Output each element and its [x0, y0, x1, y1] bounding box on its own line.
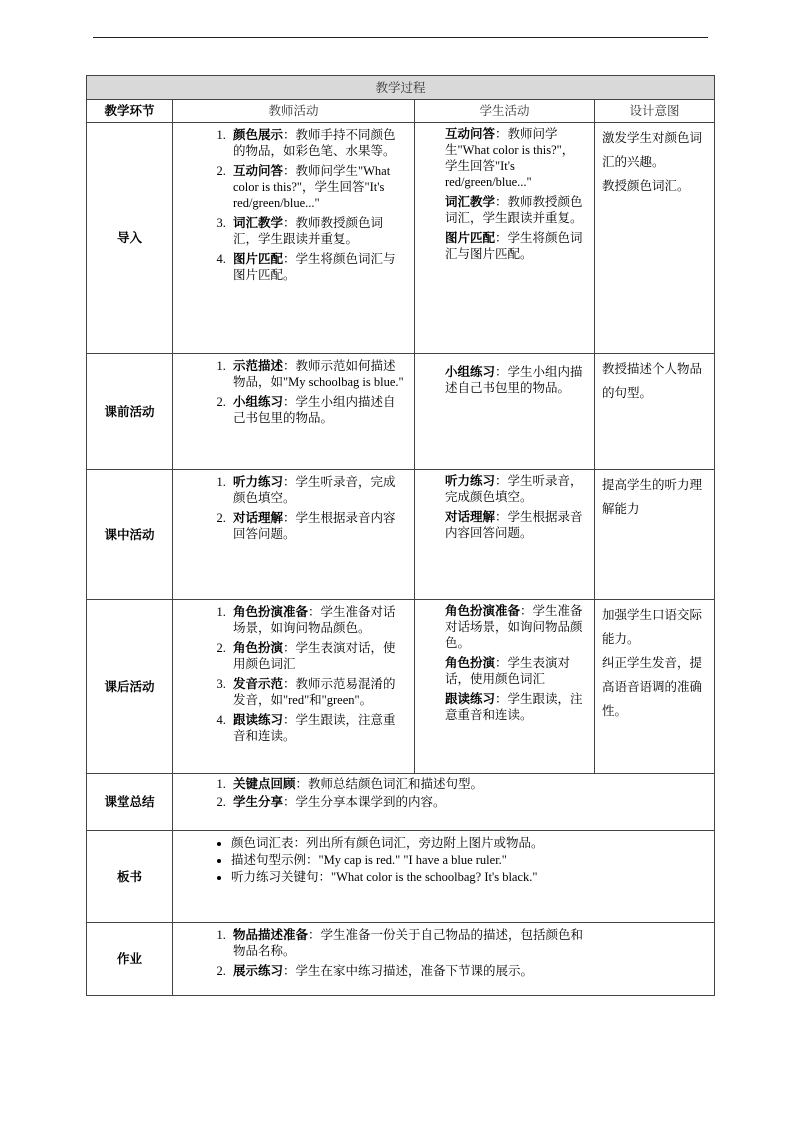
list-item: 2. 展示练习：学生在家中练习描述，准备下节课的展示。 — [229, 963, 594, 979]
list-item: 1. 角色扮演准备：学生准备对话场景，如询问物品颜色。 — [229, 604, 408, 636]
intent-cell: 加强学生口语交际能力。 纠正学生发音，提高语音语调的准确性。 — [595, 600, 715, 774]
list-item: 2. 角色扮演：学生表演对话，使用颜色词汇 — [229, 640, 408, 672]
stage-label: 课后活动 — [87, 600, 173, 774]
intent-cell: 提高学生的听力理解能力 — [595, 470, 715, 600]
list-item: 对话理解：学生根据录音内容回答问题。 — [445, 509, 583, 540]
stage-label: 课堂总结 — [87, 774, 173, 831]
student-activity-cell — [415, 354, 595, 470]
table-row — [87, 831, 715, 923]
list-item: 2. 小组练习：学生小组内描述自己书包里的物品。 — [229, 394, 408, 426]
stage-label: 导入 — [87, 123, 173, 354]
homework-cell — [173, 923, 715, 996]
teacher-activity-cell — [173, 470, 415, 600]
table-row — [87, 600, 715, 774]
list-item: 1. 听力练习：学生听录音，完成颜色填空。 — [229, 474, 408, 506]
stage-label: 课中活动 — [87, 470, 173, 600]
list-item: 4. 图片匹配：学生将颜色词汇与图片匹配。 — [229, 251, 408, 283]
list-item: 词汇教学：教师教授颜色词汇，学生跟读并重复。 — [445, 194, 583, 225]
student-activity-cell — [415, 600, 595, 774]
list-item: 互动问答：教师问学生"What color is this?"，学生回答"It's red/green/blue..." — [445, 126, 575, 189]
list-item: 跟读练习：学生跟读，注意重音和连读。 — [445, 691, 583, 722]
teacher-activity-cell — [173, 354, 415, 470]
table-row — [87, 123, 715, 354]
table-row — [87, 354, 715, 470]
table-row — [87, 774, 715, 831]
stage-label: 作业 — [87, 923, 173, 996]
stage-label: 课前活动 — [87, 354, 173, 470]
header-teacher: 教师活动 — [173, 100, 415, 123]
student-activity-cell — [415, 470, 595, 600]
student-activity-cell — [415, 123, 595, 354]
list-item: 1. 颜色展示：教师手持不同颜色的物品，如彩色笔、水果等。 — [229, 127, 408, 159]
list-item: 1. 关键点回顾：教师总结颜色词汇和描述句型。 — [229, 776, 708, 792]
list-item: 角色扮演准备：学生准备对话场景，如询问物品颜色。 — [445, 603, 583, 650]
header-stage: 教学环节 — [87, 100, 173, 123]
list-item: 听力练习：学生听录音，完成颜色填空。 — [445, 473, 583, 504]
list-item: 2. 学生分享：学生分享本课学到的内容。 — [229, 794, 708, 810]
list-item: 4. 跟读练习：学生跟读，注意重音和连读。 — [229, 712, 408, 744]
list-item: 3. 词汇教学：教师教授颜色词汇，学生跟读并重复。 — [229, 215, 408, 247]
intent-cell: 激发学生对颜色词汇的兴趣。 教授颜色词汇。 — [595, 123, 715, 354]
intent-cell: 教授描述个人物品的句型。 — [595, 354, 715, 470]
list-item: 2. 对话理解：学生根据录音内容回答问题。 — [229, 510, 408, 542]
list-item: • 描述句型示例："My cap is red." "I have a blue ruler." — [231, 852, 708, 868]
header-intent: 设计意图 — [595, 100, 715, 123]
teacher-activity-cell — [173, 123, 415, 354]
summary-cell — [173, 774, 715, 831]
header-student: 学生活动 — [415, 100, 595, 123]
stage-label: 板书 — [87, 831, 173, 923]
table-title: 教学过程 — [87, 76, 715, 100]
list-item: 小组练习：学生小组内描述自己书包里的物品。 — [445, 364, 583, 395]
header-rule — [93, 37, 708, 38]
lesson-process-table — [86, 75, 715, 996]
list-item: 图片匹配：学生将颜色词汇与图片匹配。 — [445, 230, 583, 261]
list-item: 角色扮演：学生表演对话，使用颜色词汇 — [445, 655, 571, 686]
table-row — [87, 923, 715, 996]
list-item: 3. 发音示范：教师示范易混淆的发音，如"red"和"green"。 — [229, 676, 408, 708]
list-item: • 颜色词汇表：列出所有颜色词汇，旁边附上图片或物品。 — [231, 835, 708, 851]
list-item: 1. 物品描述准备：学生准备一份关于自己物品的描述，包括颜色和物品名称。 — [229, 927, 594, 959]
list-item: 1. 示范描述：教师示范如何描述物品，如"My schoolbag is blue." — [229, 358, 408, 390]
list-item: • 听力练习关键句："What color is the schoolbag? It's black." — [231, 869, 708, 885]
board-cell — [173, 831, 715, 923]
teacher-activity-cell — [173, 600, 415, 774]
table-row — [87, 470, 715, 600]
list-item: 2. 互动问答：教师问学生"What color is this?"，学生回答"It's red/green/blue..." — [229, 163, 408, 211]
